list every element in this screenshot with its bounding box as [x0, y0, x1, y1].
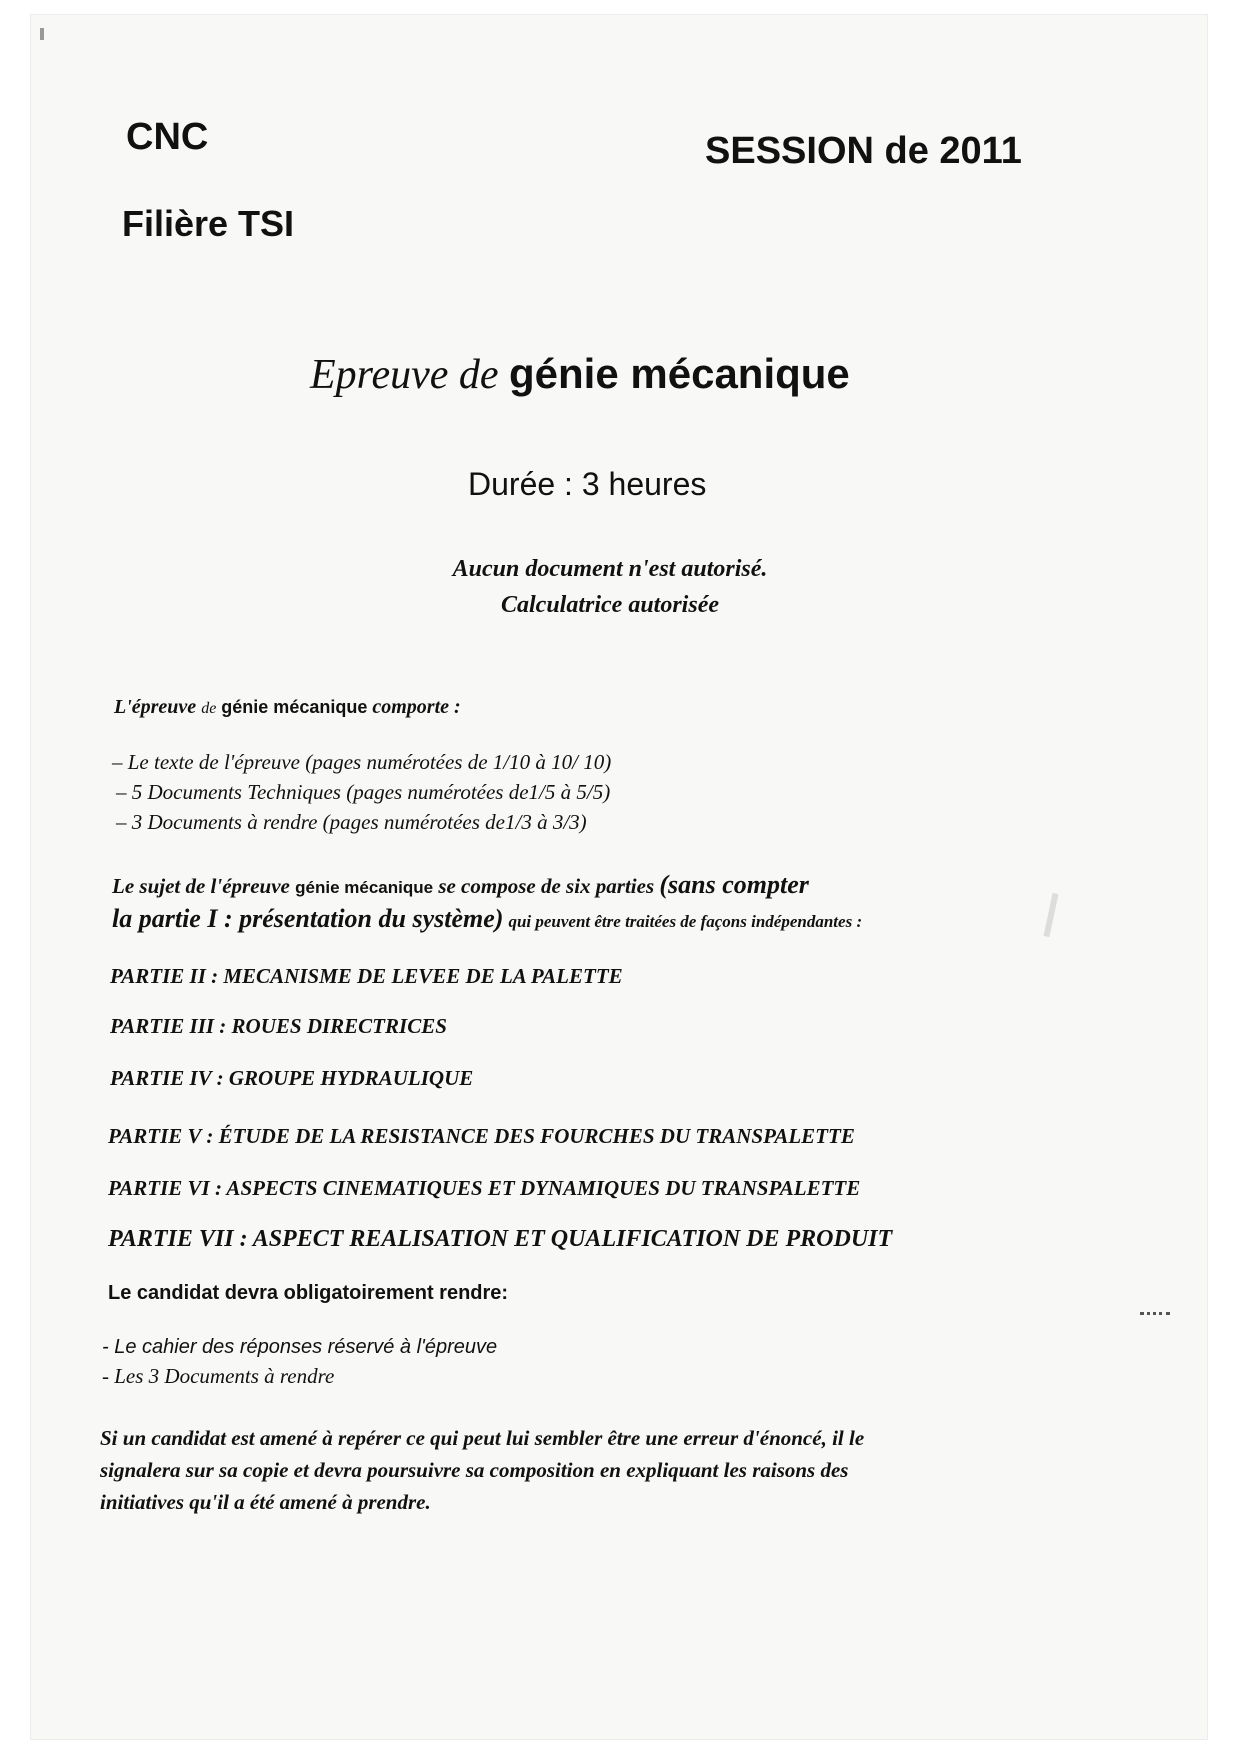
contents-item: – 3 Documents à rendre (pages numérotées de1/3 à 3/3)	[116, 810, 587, 834]
subject-line-1-c: se compose de six parties	[438, 874, 655, 898]
part-item: PARTIE V : ÉTUDE DE LA RESISTANCE DES FOURCHES DU TRANSPALETTE	[108, 1124, 855, 1148]
subject-line-1-d: (sans compter	[659, 870, 809, 899]
submission-item: - Le cahier des réponses réservé à l'épreuve	[102, 1336, 498, 1358]
contents-intro-b: de	[201, 700, 217, 717]
errata-line: Si un candidat est amené à repérer ce qui peut lui sembler être une erreur d'énoncé, il le	[100, 1426, 865, 1450]
part-item: PARTIE III : ROUES DIRECTRICES	[110, 1014, 447, 1038]
exam-board: CNC	[126, 116, 209, 158]
subject-line-1	[112, 870, 809, 900]
exam-duration: Durée : 3 heures	[468, 466, 707, 502]
contents-intro-c: génie mécanique	[221, 697, 368, 717]
contents-intro-a: L'épreuve	[114, 696, 197, 718]
exam-track: Filière TSI	[122, 203, 295, 244]
exam-session: SESSION de 2011	[705, 130, 1022, 172]
subject-line-1-a: Le sujet de l'épreuve	[112, 874, 290, 898]
subject-line-2-b: qui peuvent être traitées de façons indépendantes :	[508, 912, 863, 931]
subject-line-2	[112, 904, 862, 934]
title-subject: génie mécanique	[509, 350, 850, 397]
part-item: PARTIE VI : ASPECTS CINEMATIQUES ET DYNAMIQUES DU TRANSPALETTE	[108, 1176, 861, 1200]
submission-item: - Les 3 Documents à rendre	[102, 1364, 335, 1388]
contents-item: – 5 Documents Techniques (pages numérotées de1/5 à 5/5)	[116, 780, 611, 804]
scan-smudge-mark	[40, 28, 44, 40]
calculator-rule: Calculatrice autorisée	[501, 592, 719, 618]
subject-line-1-b: génie mécanique	[295, 878, 434, 897]
errata-line: initiatives qu'il a été amené à prendre.	[100, 1490, 431, 1514]
part-item: PARTIE II : MECANISME DE LEVEE DE LA PALETTE	[110, 964, 623, 988]
contents-intro-d: comporte :	[372, 696, 461, 718]
exam-title	[310, 350, 850, 399]
part-item: PARTIE VII : ASPECT REALISATION ET QUALIFICATION DE PRODUIT	[108, 1226, 893, 1252]
part-item: PARTIE IV : GROUPE HYDRAULIQUE	[110, 1066, 474, 1090]
errata-line: signalera sur sa copie et devra poursuivre sa composition en expliquant les raisons des	[100, 1458, 849, 1482]
title-prefix: Epreuve de	[310, 352, 499, 398]
submission-heading: Le candidat devra obligatoirement rendre:	[108, 1282, 509, 1304]
contents-item: – Le texte de l'épreuve (pages numérotées de 1/10 à 10/ 10)	[112, 750, 612, 774]
contents-intro	[114, 696, 461, 719]
subject-line-2-a: la partie I : présentation du système)	[112, 904, 504, 933]
documents-rule: Aucun document n'est autorisé.	[452, 556, 768, 582]
scan-dots-mark	[1140, 1312, 1170, 1318]
